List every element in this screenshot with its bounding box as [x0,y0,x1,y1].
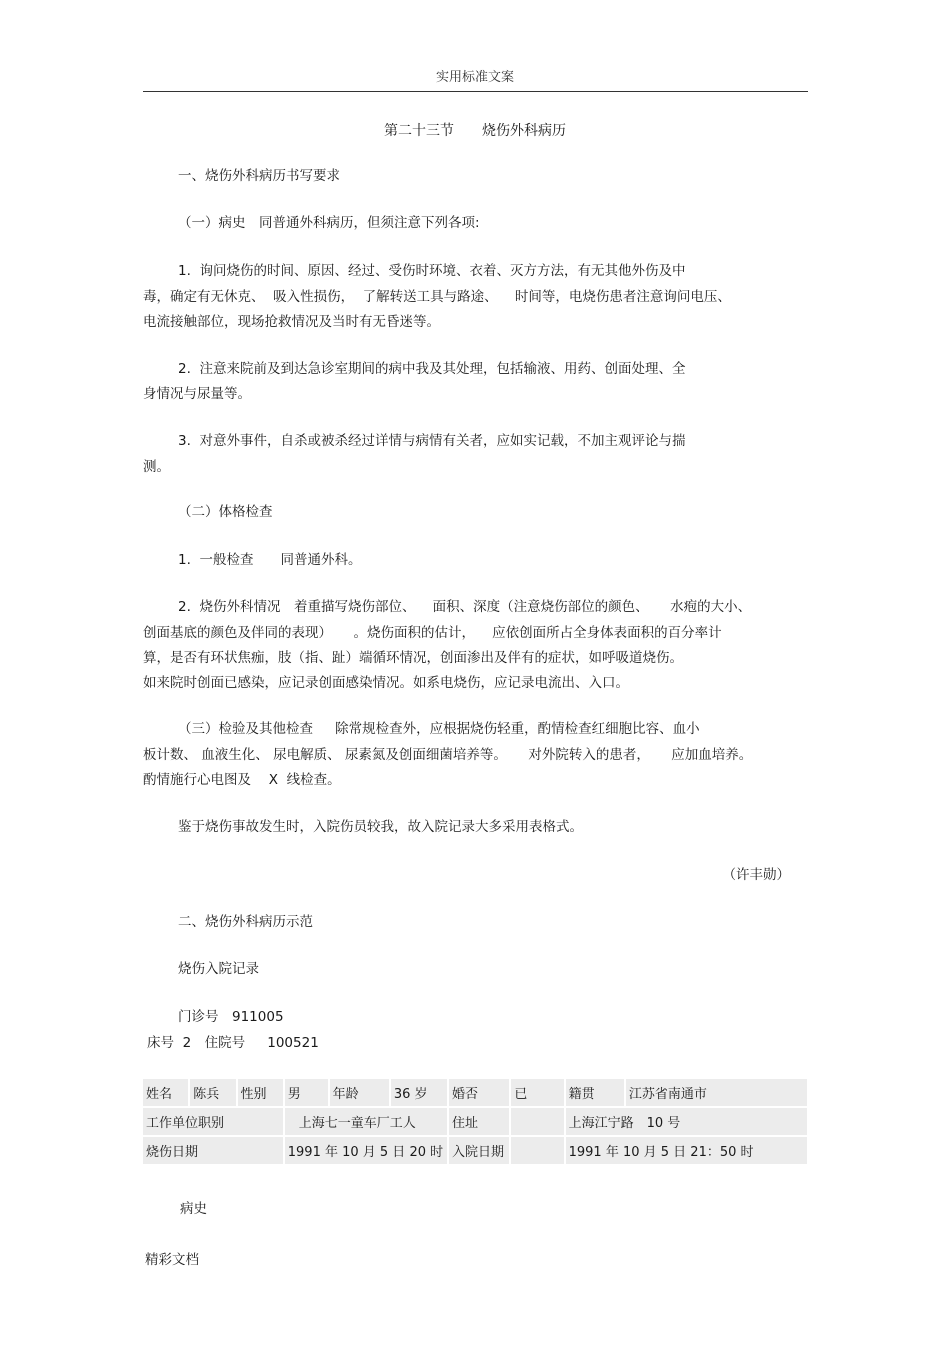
paragraph-line: 测。 [143,459,170,475]
history-heading: 病史 [180,1201,207,1217]
age-value: 36 岁 [391,1079,447,1106]
sex-label: 性别 [238,1079,283,1106]
origin-label: 籍贯 [566,1079,624,1106]
paragraph-line: （三）检验及其他检查 除常规检查外，应根据烧伤轻重，酌情检查红细胞比容、血小 [178,721,700,737]
table-row [143,1079,807,1106]
table-row [143,1137,807,1164]
name-label: 姓名 [143,1079,188,1106]
paragraph-line: 板计数、 血液生化、 尿电解质、 尿素氮及创面细菌培养等。 对外院转入的患者， 应加血培养。 [143,747,753,763]
paragraph-line: 鉴于烧伤事故发生时，入院伤员较我，故入院记录大多采用表格式。 [178,819,583,835]
burn-date-label: 烧伤日期 [143,1137,283,1164]
work-value: 上海七一童车厂工人 [285,1108,447,1135]
name-value: 陈兵 [190,1079,235,1106]
marital-value: 已 [511,1079,563,1106]
subheading-history: （一）病史 同普通外科病历，但须注意下列各项: [178,215,480,231]
clinic-number: 门诊号 911005 [178,1009,284,1025]
admit-date-label: 入院日期 [449,1137,509,1164]
paragraph-line: 创面基底的颜色及伴同的表现） 。烧伤面积的估计， 应依创面所占全身体表面积的百分率计 [143,625,722,641]
header-divider [143,91,808,92]
paragraph-line: 3. 对意外事件，自杀或被杀经过详情与病情有关者，应如实记载，不加主观评论与揣 [178,433,686,449]
paragraph-line: 电流接触部位，现场抢救情况及当时有无昏迷等。 [143,314,440,330]
page-header: 实用标准文案 [435,70,514,85]
sex-value: 男 [285,1079,328,1106]
paragraph-line: 如来院时创面已感染，应记录创面感染情况。如系电烧伤，应记录电流出、入口。 [143,675,629,691]
record-title: 烧伤入院记录 [178,961,259,977]
paragraph-line: 2. 注意来院前及到达急诊室期间的病中我及其处理，包括输液、用药、创面处理、全 [178,361,686,377]
paragraph-line: 1. 询问烧伤的时间、原因、经过、受伤时环境、衣着、灭方方法，有无其他外伤及中 [178,263,686,279]
paragraph-line: 毒，确定有无休克、 吸入性损伤， 了解转送工具与路途、 时间等，电烧伤患者注意询问电压、 [143,289,731,305]
work-label: 工作单位职别 [143,1108,283,1135]
paragraph-line: 身情况与尿量等。 [143,386,251,402]
marital-label: 婚否 [449,1079,509,1106]
paragraph-line: 2. 烧伤外科情况 着重描写烧伤部位、 面积、深度（注意烧伤部位的颜色、 水疱的大小、 [178,599,752,615]
age-label: 年龄 [330,1079,389,1106]
heading-example: 二、烧伤外科病历示范 [178,914,313,930]
burn-date-value: 1991 年 10 月 5 日 20 时 [285,1137,447,1164]
paragraph-line: 1. 一般检查 同普通外科。 [178,552,362,568]
address-value: 上海江宁路 10 号 [566,1108,807,1135]
bed-number: 床号 2 住院号 100521 [147,1035,319,1051]
section-title: 第二十三节 烧伤外科病历 [384,123,566,139]
table-row [143,1108,807,1135]
table-cell-empty [511,1108,563,1135]
patient-info-table [141,1077,809,1166]
author-credit: （许丰勋） [722,867,790,883]
admit-date-value: 1991 年 10 月 5 日 21：50 时 [566,1137,807,1164]
paragraph-line: 算，是否有环状焦痂，肢（指、趾）端循环情况，创面渗出及伴有的症状，如呼吸道烧伤。 [143,650,683,666]
table-cell-empty [511,1137,563,1164]
heading-requirements: 一、烧伤外科病历书写要求 [178,168,340,184]
paragraph-line: 酌情施行心电图及 X 线检查。 [143,772,341,788]
address-label: 住址 [449,1108,509,1135]
page-footer: 精彩文档 [145,1252,199,1268]
subheading-exam: （二）体格检查 [178,504,273,520]
origin-value: 江苏省南通市 [626,1079,807,1106]
